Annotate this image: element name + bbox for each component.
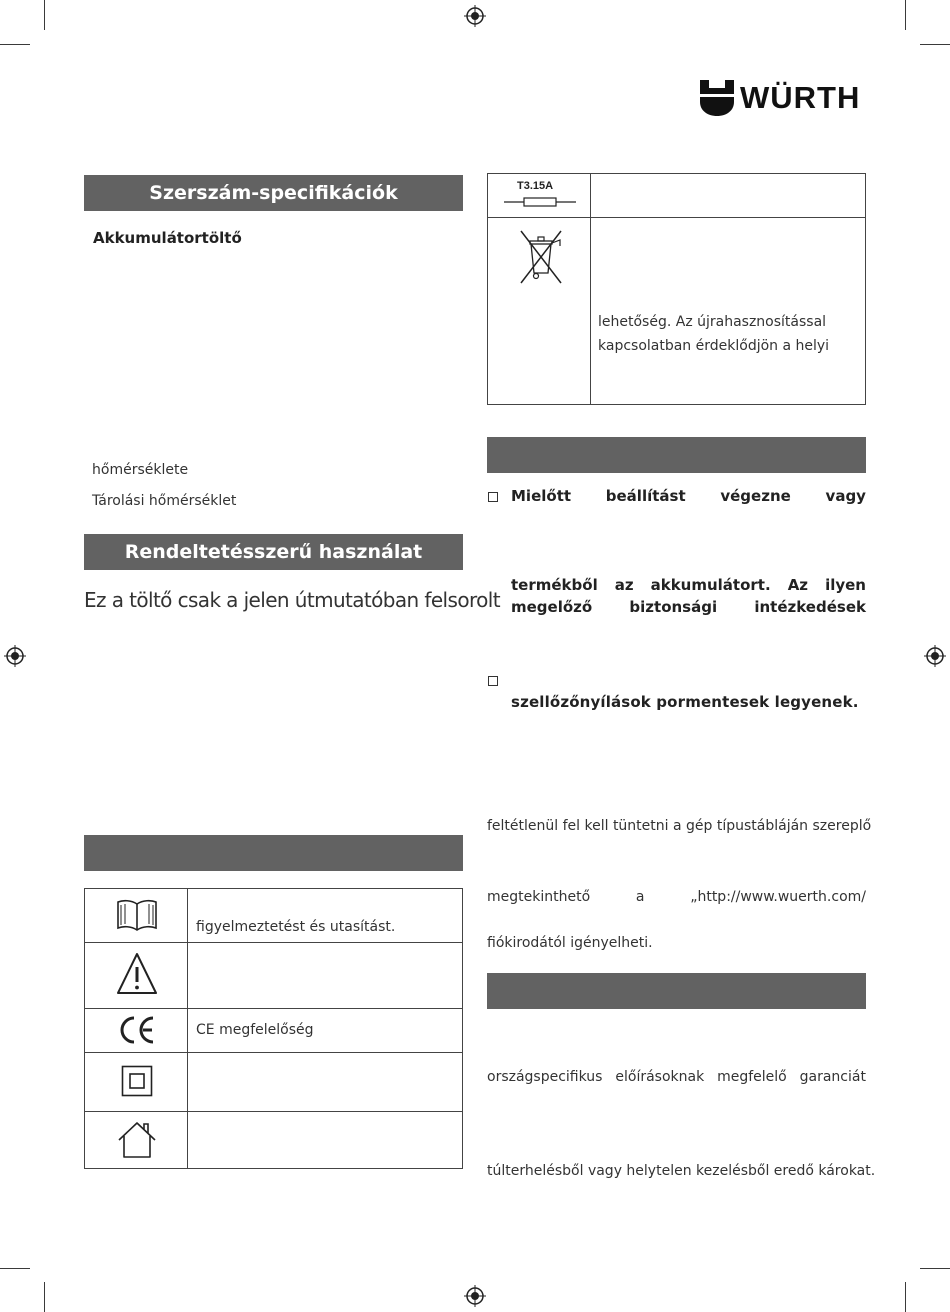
heading-warranty xyxy=(487,973,866,1009)
heading-maintenance xyxy=(487,437,866,473)
crop-mark xyxy=(905,0,906,30)
bullet2-text: szellőzőnyílások pormentesek legyenek. xyxy=(511,693,859,711)
fuse-label: T3.15A xyxy=(517,180,554,192)
crop-mark xyxy=(0,1268,30,1269)
registration-mark-icon xyxy=(4,645,26,667)
bullet1-line2: termékből az akkumulátort. Az ilyen xyxy=(511,576,866,594)
indoor-use-house-icon xyxy=(116,1120,158,1160)
book-icon xyxy=(115,898,159,932)
recycling-text-1: lehetőség. Az újrahasznosítással xyxy=(598,314,827,330)
crop-mark xyxy=(920,44,950,45)
warranty-text-2: túlterhelésből vagy helytelen kezelésből eredő károkat. xyxy=(487,1163,876,1179)
registration-mark-icon xyxy=(924,645,946,667)
spec-storage-temp: Tárolási hőmérséklet xyxy=(92,493,237,509)
registration-mark-icon xyxy=(464,5,486,27)
bullet1-line3: megelőző biztonsági intézkedések xyxy=(511,598,866,616)
intended-use-text: Ez a töltő csak a jelen útmutatóban felsorolt xyxy=(84,588,500,612)
warranty-text-1: országspecifikus előírásoknak megfelelő garanciát xyxy=(487,1069,866,1085)
spec-operating-temp: hőmérséklete xyxy=(92,462,189,478)
bullet-box-icon xyxy=(488,676,498,686)
symbol-text-3: CE megfelelőség xyxy=(196,1022,314,1038)
crop-mark xyxy=(0,44,30,45)
ce-mark-icon xyxy=(117,1014,157,1046)
bullet-box-icon xyxy=(488,492,498,502)
heading-intended-use: Rendeltetésszerű használat xyxy=(84,534,463,570)
crossed-bin-recycling-icon xyxy=(518,227,564,285)
symbol-text-1: figyelmeztetést és utasítást. xyxy=(196,919,396,935)
heading-symbols xyxy=(84,835,463,871)
crop-mark xyxy=(905,1282,906,1312)
double-insulation-icon xyxy=(121,1065,153,1097)
bullet1-line1: Mielőtt beállítást végezne vagy xyxy=(511,487,866,505)
symbols-table xyxy=(84,888,463,1169)
wurth-emblem-icon xyxy=(700,80,734,116)
crop-mark xyxy=(44,1282,45,1312)
disposal-table xyxy=(487,173,866,405)
fuse-icon xyxy=(504,196,576,208)
brand-name: WÜRTH xyxy=(740,80,861,115)
wurth-logo xyxy=(700,80,870,118)
crop-mark xyxy=(44,0,45,30)
spare-parts-text: feltétlenül fel kell tüntetni a gép típustábláján szereplő xyxy=(487,818,872,834)
branch-office-text: fiókirodától igényelheti. xyxy=(487,935,653,951)
crop-mark xyxy=(920,1268,950,1269)
warning-triangle-icon xyxy=(115,951,159,997)
heading-tool-specs: Szerszám-specifikációk xyxy=(84,175,463,211)
recycling-text-2: kapcsolatban érdeklődjön a helyi xyxy=(598,338,830,354)
website-text: megtekinthető a „http://www.wuerth.com/ xyxy=(487,889,866,905)
registration-mark-icon xyxy=(464,1285,486,1307)
subheading-charger: Akkumulátortöltő xyxy=(93,229,242,247)
